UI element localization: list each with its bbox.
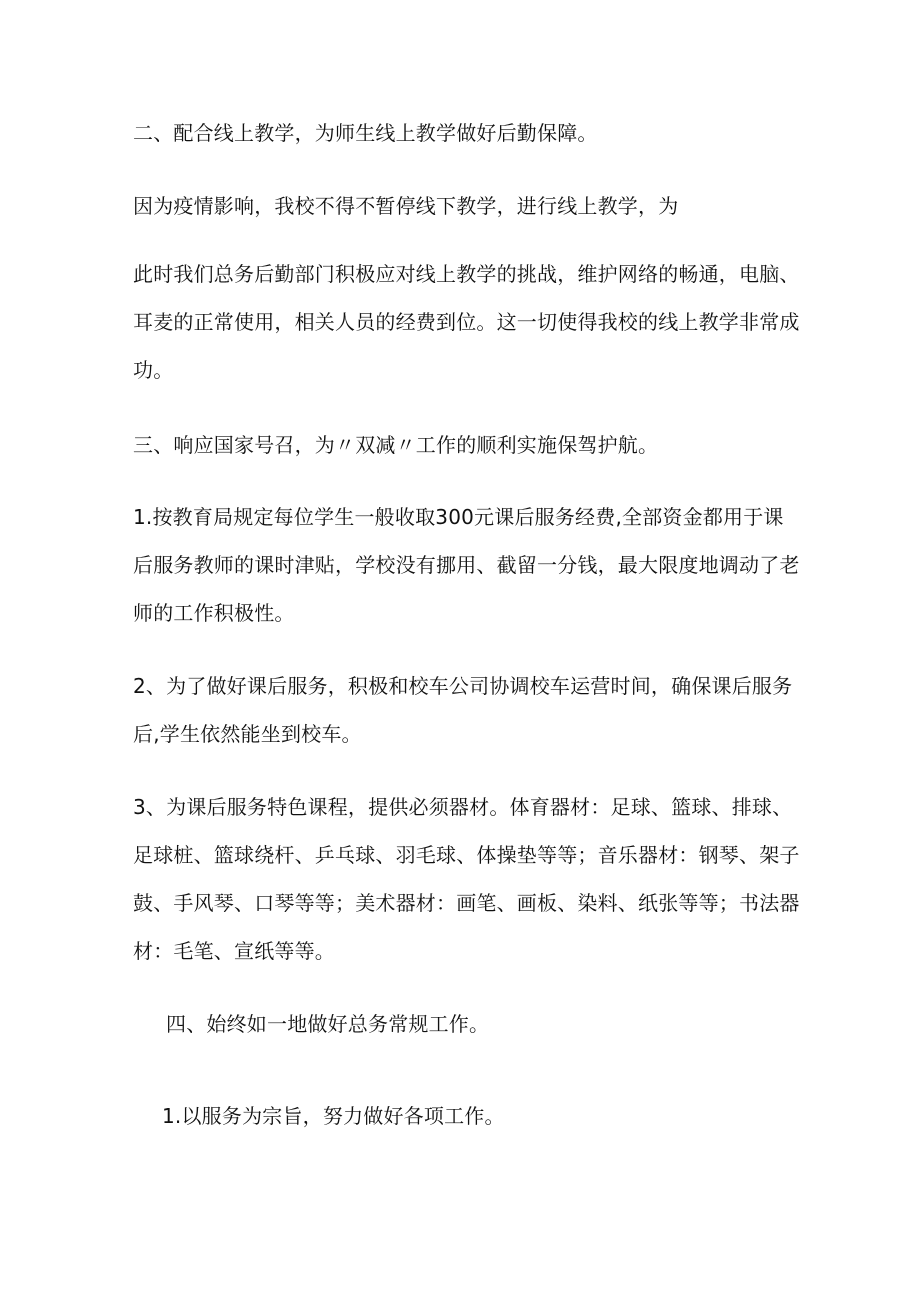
list-item-line: 鼓、手风琴、口琴等等；美术器材：画笔、画板、染料、纸张等等；书法器	[133, 891, 800, 915]
paragraph-line: 耳麦的正常使用，相关人员的经费到位。这一切使得我校的线上教学非常成	[133, 310, 800, 334]
list-item-line: 1.按教育局规定每位学生一般收取300元课后服务经费,全部资金都用于课	[133, 505, 784, 529]
list-item-line: 师的工作积极性。	[133, 601, 295, 625]
section-heading-3: 三、响应国家号召，为〃双减〃工作的顺利实施保驾护航。	[133, 433, 659, 457]
paragraph-line: 因为疫情影响，我校不得不暂停线下教学，进行线上教学，为	[133, 194, 679, 218]
list-item-line: 材：毛笔、宣纸等等。	[133, 939, 335, 963]
section-heading-2: 二、配合线上教学，为师生线上教学做好后勤保障。	[133, 121, 598, 145]
list-item-line: 2、为了做好课后服务，积极和校车公司协调校车运营时间，确保课后服务	[133, 674, 793, 698]
list-item-line: 后服务教师的课时津贴，学校没有挪用、截留一分钱，最大限度地调动了老	[133, 553, 800, 577]
list-item-line: 1.以服务为宗旨，努力做好各项工作。	[162, 1104, 505, 1128]
paragraph-line: 功。	[133, 358, 174, 382]
section-heading-4: 四、始终如一地做好总务常规工作。	[166, 1012, 490, 1036]
paragraph-line: 此时我们总务后勤部门积极应对线上教学的挑战，维护网络的畅通，电脑、	[133, 262, 800, 286]
list-item-line: 足球桩、篮球绕杆、乒乓球、羽毛球、体操垫等等；音乐器材：钢琴、架子	[133, 843, 800, 867]
list-item-line: 3、为课后服务特色课程，提供必须器材。体育器材：足球、篮球、排球、	[133, 795, 793, 819]
list-item-line: 后,学生依然能坐到校车。	[133, 722, 362, 746]
